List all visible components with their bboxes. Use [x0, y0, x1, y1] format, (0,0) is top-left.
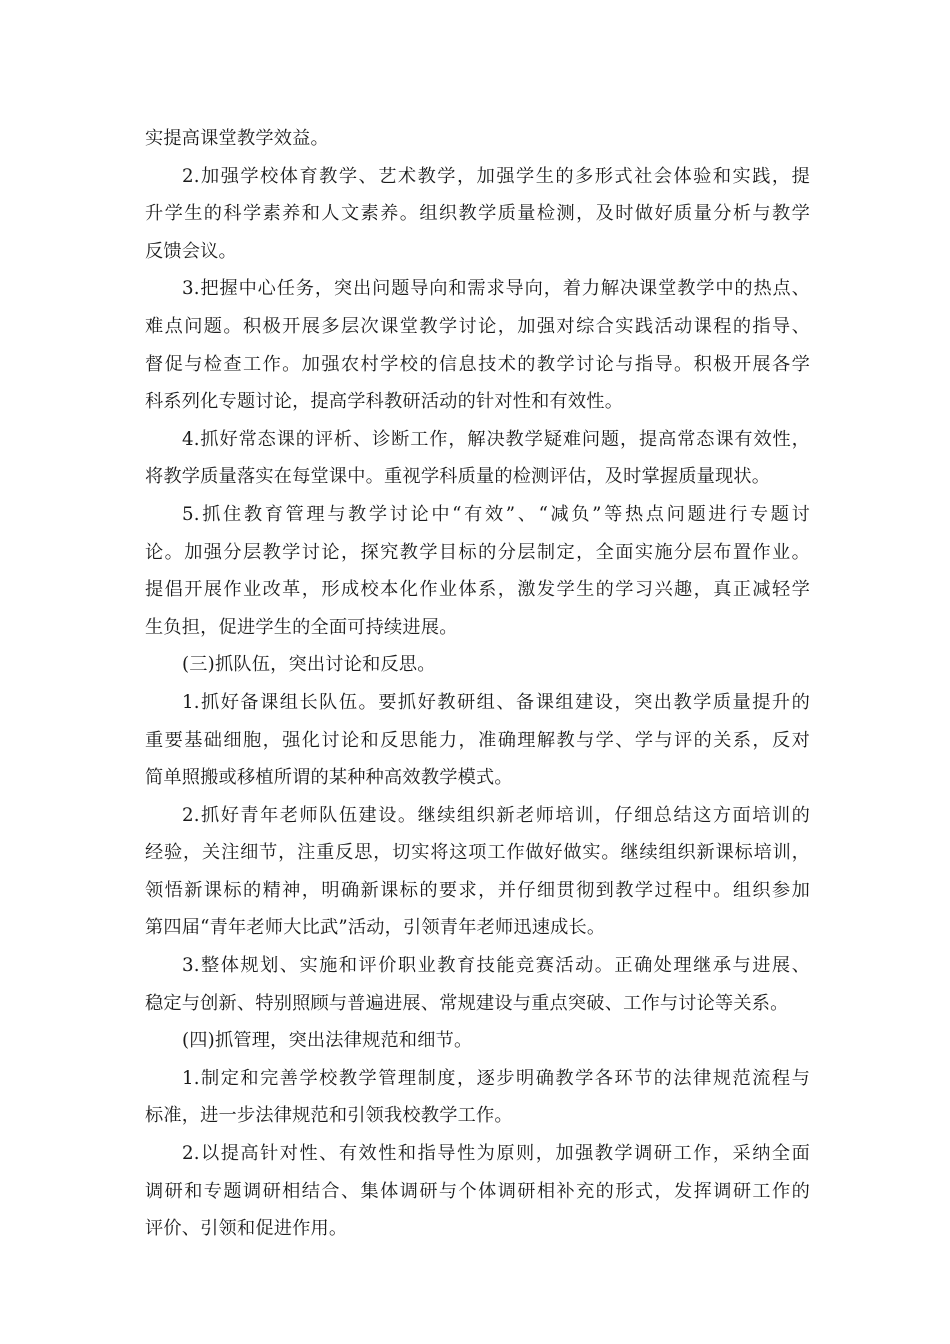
text-line: 督促与检查工作。加强农村学校的信息技术的教学讨论与指导。积极开展各学	[145, 353, 810, 375]
text-line: 标准，进一步法律规范和引领我校教学工作。	[145, 1105, 513, 1127]
text-line: 难点问题。积极开展多层次课堂教学讨论，加强对综合实践活动课程的指导、	[145, 315, 810, 337]
text-line: 第四届“青年老师大比武”活动，引领青年老师迅速成长。	[145, 917, 606, 939]
text-line: 简单照搬或移植所谓的某种种高效教学模式。	[145, 767, 513, 789]
text-line: 4.抓好常态课的评析、诊断工作，解决教学疑难问题，提高常态课有效性，	[182, 428, 810, 450]
text-line: 稳定与创新、特别照顾与普遍进展、常规建设与重点突破、工作与讨论等关系。	[145, 992, 789, 1014]
text-line: 生负担，促进学生的全面可持续进展。	[145, 616, 458, 638]
text-line: 领悟新课标的精神，明确新课标的要求，并仔细贯彻到教学过程中。组织参加	[145, 879, 810, 901]
text-line: 1.抓好备课组长队伍。要抓好教研组、备课组建设，突出教学质量提升的	[182, 691, 810, 713]
text-line: 2.以提高针对性、有效性和指导性为原则，加强教学调研工作，采纳全面	[182, 1143, 810, 1165]
text-line: (三)抓队伍，突出讨论和反思。	[182, 654, 436, 676]
text-line: 3.把握中心任务，突出问题导向和需求导向，着力解决课堂教学中的热点、	[182, 278, 810, 300]
text-line: 将教学质量落实在每堂课中。重视学科质量的检测评估，及时掌握质量现状。	[145, 466, 771, 488]
text-line: 3.整体规划、实施和评价职业教育技能竞赛活动。正确处理继承与进展、	[182, 955, 810, 977]
text-line: 升学生的科学素养和人文素养。组织教学质量检测，及时做好质量分析与教学	[145, 203, 810, 225]
text-line: 5.抓住教育管理与教学讨论中“有效”、“减负”等热点问题进行专题讨	[182, 503, 810, 525]
text-line: 2.加强学校体育教学、艺术教学，加强学生的多形式社会体验和实践，提	[182, 165, 810, 187]
text-line: 2.抓好青年老师队伍建设。继续组织新老师培训，仔细总结这方面培训的	[182, 804, 810, 826]
text-line: 调研和专题调研相结合、集体调研与个体调研相补充的形式，发挥调研工作的	[145, 1180, 810, 1202]
document-page	[145, 120, 810, 1248]
text-line: 重要基础细胞，强化讨论和反思能力，准确理解教与学、学与评的关系，反对	[145, 729, 810, 751]
text-line: 论。加强分层教学讨论，探究教学目标的分层制定，全面实施分层布置作业。	[145, 541, 810, 563]
text-line: 实提高课堂教学效益。	[145, 128, 329, 149]
text-line: 评价、引领和促进作用。	[145, 1218, 348, 1240]
text-line: (四)抓管理，突出法律规范和细节。	[182, 1030, 473, 1052]
text-line: 反馈会议。	[145, 240, 237, 262]
text-line: 提倡开展作业改革，形成校本化作业体系，激发学生的学习兴趣，真正减轻学	[145, 579, 810, 601]
text-line: 经验，关注细节，注重反思，切实将这项工作做好做实。继续组织新课标培训，	[145, 842, 810, 864]
text-line: 科系列化专题讨论，提高学科教研活动的针对性和有效性。	[145, 391, 624, 413]
text-line: 1.制定和完善学校教学管理制度，逐步明确教学各环节的法律规范流程与	[182, 1067, 810, 1089]
